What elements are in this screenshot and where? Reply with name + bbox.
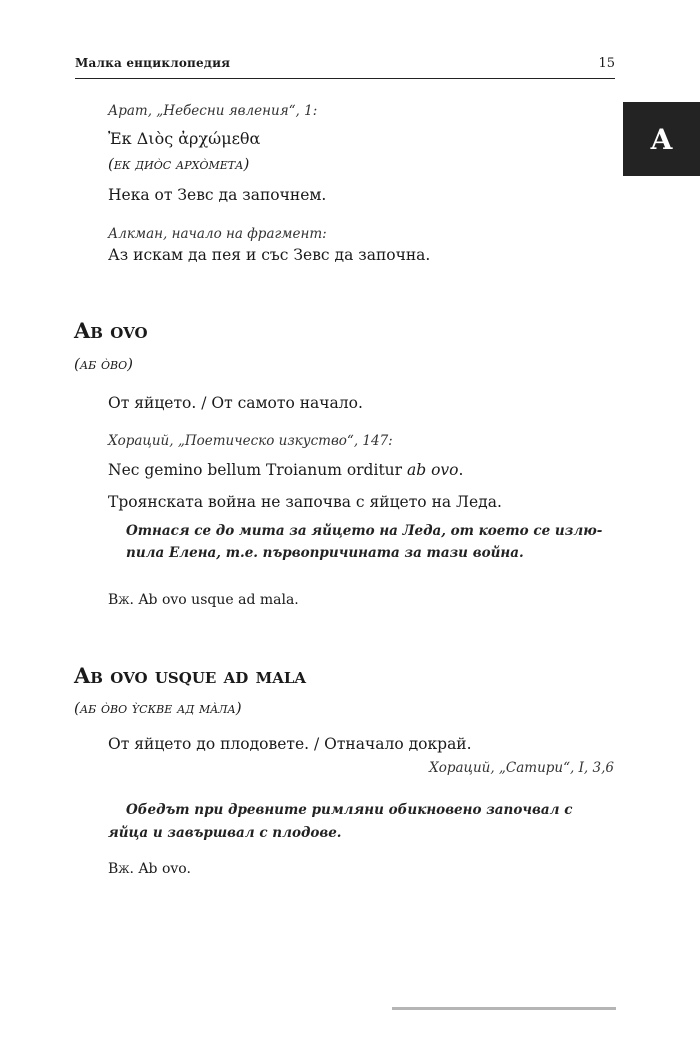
quote-translation: Троянската война не започва с яйцето на Леда. — [108, 493, 502, 511]
see-label: Вж. — [108, 861, 134, 877]
see-target-link[interactable]: Ab ovo. — [138, 861, 191, 877]
note-line-2: яйца и завършвал с плодове. — [108, 825, 342, 841]
aratus-translation: Нека от Зевс да започнем. — [108, 186, 327, 204]
note-line-1: Отнася се до мита за яйцето на Леда, от което се излю- — [126, 523, 603, 539]
see-label: Вж. — [108, 592, 134, 608]
aratus-source: Арат, „Небесни явления“, 1: — [108, 103, 318, 119]
entry-title-ab-ovo: Ab ovo — [74, 318, 148, 343]
cross-reference — [108, 861, 191, 877]
book-title: Малка енциклопедия — [75, 56, 231, 70]
aratus-greek-quote: Ἐκ Διὸς ἀρχώμεθα — [108, 129, 261, 148]
alcman-translation: Аз искам да пея и със Зевс да започна. — [108, 246, 431, 264]
cross-reference — [108, 592, 299, 608]
running-header — [75, 50, 615, 79]
entry-title-ab-ovo-usque-ad-mala: Ab ovo usque ad mala — [74, 663, 307, 688]
alcman-source: Алкман, начало на фрагмент: — [108, 226, 327, 242]
horace-ars-source: Хораций, „Поетическо изкуство“, 147: — [108, 433, 393, 449]
latin-quote-end: . — [458, 461, 464, 479]
latin-quote — [108, 461, 463, 479]
latin-quote-emphasis: ab ovo — [407, 461, 459, 479]
note-line-2: пила Елена, т.е. първопричината за тази война. — [126, 545, 524, 561]
page-number: 15 — [598, 56, 615, 71]
entry-meaning: От яйцето до плодовете. / Отначало докрай. — [108, 735, 472, 753]
aratus-transliteration: (ек диòс архòмета) — [108, 155, 250, 173]
entry-pronunciation: (аб òво ỳскве ад мàла) — [74, 699, 242, 717]
entry-pronunciation: (аб òво) — [74, 355, 134, 373]
note-line-1: Обедът при древните римляни обикновено започвал с — [126, 802, 573, 818]
section-letter-tab: A — [623, 102, 700, 176]
horace-satires-source: Хораций, „Сатири“, I, 3,6 — [429, 760, 614, 776]
footer-rule — [392, 1007, 616, 1010]
latin-quote-text: Nec gemino bellum Troianum orditur — [108, 461, 407, 479]
see-target-link[interactable]: Ab ovo usque ad mala. — [138, 592, 299, 608]
entry-meaning: От яйцето. / От самото начало. — [108, 394, 363, 412]
